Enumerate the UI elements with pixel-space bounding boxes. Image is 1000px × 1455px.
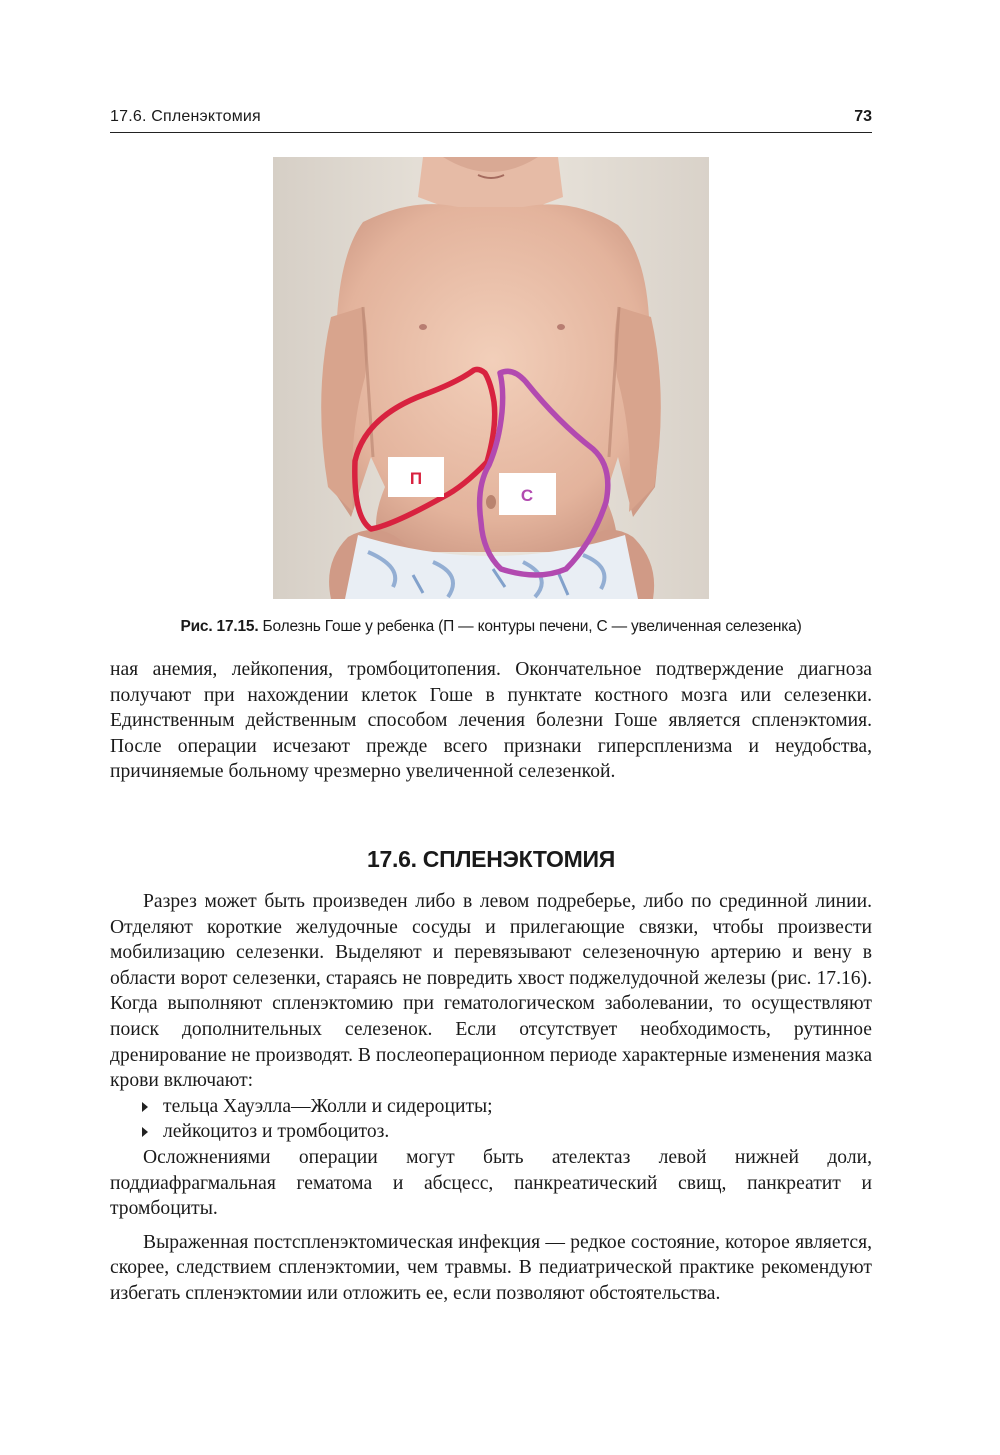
bullet-text: лейкоцитоз и тромбоцитоз. [163, 1121, 390, 1143]
paragraph-2: Осложнениями операции могут быть ателектаз левой нижней доли, поддиафрагмальная гематома и абсцесс, панкреатический свищ, панкреатит и тромбоциты. [110, 1146, 872, 1220]
bullet-text: тельца Хауэлла—Жолли и сидероциты; [163, 1095, 493, 1117]
child-abdomen-photo [273, 157, 709, 599]
caption-text: Болезнь Гоше у ребенка (П — контуры печени, С — увеличенная селезенка) [258, 618, 802, 635]
bullet-arrow-icon [142, 1127, 148, 1137]
figure-caption [110, 618, 872, 636]
figure-photo [273, 157, 709, 599]
liver-label: П [409, 469, 423, 488]
section-heading: 17.6. СПЛЕНЭКТОМИЯ [367, 846, 615, 872]
section-text-block [110, 889, 872, 1307]
page-number: 73 [854, 108, 872, 125]
caption-number: Рис. 17.15. [180, 618, 259, 635]
running-head-title: 17.6. Спленэктомия [110, 108, 261, 125]
intro-paragraph: ная анемия, лейкопения, тромбоцитопения. Окончательное подтверждение диагноза получают при нахождении клеток Гоше в пунктате костного мозга или селезенки. Единственным действенным способом лечения болезни Гоше является спленэктомия. После операции исчезают прежде всего признаки гиперспленизма и неудобства, причиняемые больному чрезмерно увеличенной селезенкой. [110, 659, 872, 783]
paragraph-1: Разрез может быть произведен либо в левом подреберье, либо по срединной линии. Отделяют короткие желудочные сосуды и прилегающие связки, чтобы произвести мобилизацию селезенки. Выделяют и перевязывают селезеночную артерию и вену в области ворот селезенки, стараясь не повредить хвост поджелудочной железы (рис. 17.16). Когда выполняют спленэктомию при гематологическом заболевании, то осуществляют поиск дополнительных селезенок. Если отсутствует необходимость, рутинное дренирование не производят. В послеоперационном периоде характерные изменения мазка крови включают: [110, 891, 873, 1092]
bullet-item [110, 1094, 872, 1120]
paragraph-3: Выраженная постспленэктомическая инфекция — редкое состояние, которое является, скорее, следствием спленэктомии, чем травмы. В педиатрической практике рекомендуют избегать спленэктомии или отложить ее, если позволяют обстоятельства. [110, 1231, 872, 1304]
running-head [110, 104, 872, 133]
spleen-label: С [520, 486, 534, 505]
bullet-item [110, 1119, 872, 1145]
intro-text-block [110, 657, 872, 785]
bullet-arrow-icon [142, 1102, 148, 1112]
